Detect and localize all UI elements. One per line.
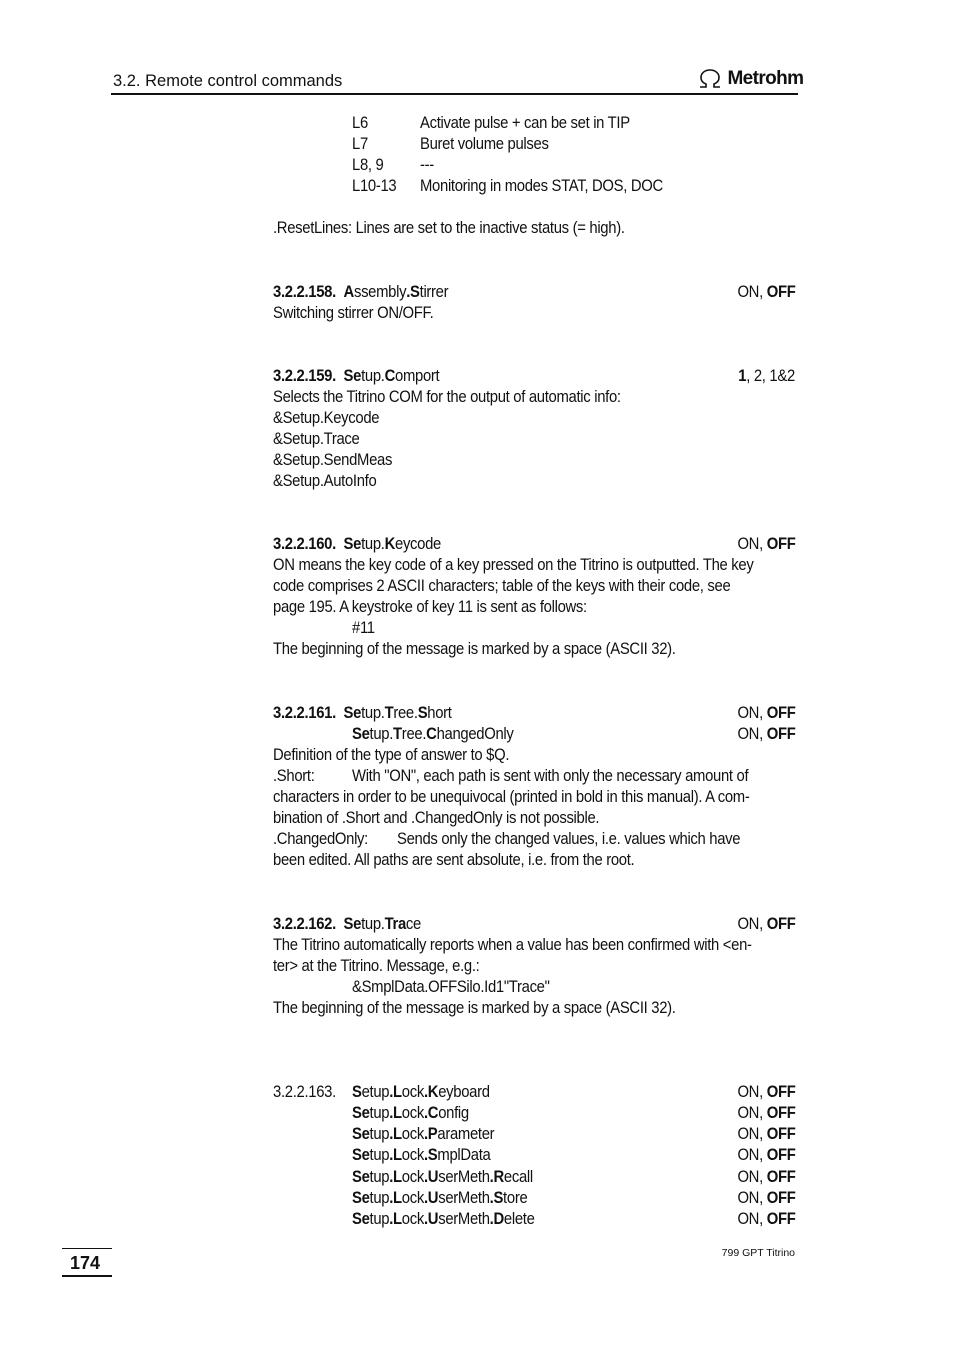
section-163-row: Setup.Lock.UserMeth.Delete bbox=[352, 1210, 535, 1228]
section-163-values: ON, OFF bbox=[736, 1104, 795, 1122]
section-158-body: Switching stirrer ON/OFF. bbox=[273, 304, 434, 322]
section-159-heading: 3.2.2.159. Setup.Comport bbox=[273, 367, 440, 385]
section-158-heading: 3.2.2.158. Assembly.Stirrer bbox=[273, 283, 449, 301]
section-163-row: Setup.Lock.Keyboard bbox=[352, 1083, 490, 1101]
section-160-line: page 195. A keystroke of key 11 is sent as follows: bbox=[273, 598, 587, 616]
section-161-values: ON, OFF bbox=[736, 704, 795, 722]
table-code: L10-13 bbox=[352, 177, 397, 195]
section-160-example: #11 bbox=[352, 619, 375, 637]
section-160-line: code comprises 2 ASCII characters; table of the keys with their code, see bbox=[273, 577, 731, 595]
section-159-line: &Setup.Keycode bbox=[273, 409, 380, 427]
table-code: L6 bbox=[352, 114, 368, 132]
table-desc: Activate pulse + can be set in TIP bbox=[420, 114, 630, 132]
section-163-row: Setup.Lock.SmplData bbox=[352, 1146, 491, 1164]
section-161-definition: Definition of the type of answer to $Q. bbox=[273, 746, 510, 764]
section-160-note: The beginning of the message is marked by a space (ASCII 32). bbox=[273, 640, 676, 658]
section-163-number: 3.2.2.163. bbox=[273, 1083, 336, 1101]
table-code: L7 bbox=[352, 135, 368, 153]
table-desc: --- bbox=[420, 156, 434, 174]
section-161-short-label: .Short: bbox=[273, 767, 315, 785]
section-163-row: Setup.Lock.Parameter bbox=[352, 1125, 495, 1143]
section-163-values: ON, OFF bbox=[736, 1210, 795, 1228]
table-code: L8, 9 bbox=[352, 156, 384, 174]
footer-rule-top bbox=[62, 1248, 112, 1249]
section-160-heading: 3.2.2.160. Setup.Keycode bbox=[273, 535, 442, 553]
section-163-values: ON, OFF bbox=[736, 1083, 795, 1101]
section-161-changed-text: Sends only the changed values, i.e. values which have bbox=[397, 830, 741, 848]
reset-lines-text: .ResetLines: Lines are set to the inactive status (= high). bbox=[273, 219, 625, 237]
section-161-line: been edited. All paths are sent absolute, i.e. from the root. bbox=[273, 851, 635, 869]
section-163-values: ON, OFF bbox=[736, 1168, 795, 1186]
section-159-line: &Setup.AutoInfo bbox=[273, 472, 377, 490]
footer-rule-bottom bbox=[62, 1275, 112, 1277]
header-rule bbox=[111, 93, 798, 95]
section-162-line: The Titrino automatically reports when a value has been confirmed with <en- bbox=[273, 936, 752, 954]
section-160-line: ON means the key code of a key pressed on the Titrino is outputted. The key bbox=[273, 556, 754, 574]
section-162-values: ON, OFF bbox=[736, 915, 795, 933]
section-163-row: Setup.Lock.UserMeth.Store bbox=[352, 1189, 528, 1207]
section-161-line: bination of .Short and .ChangedOnly is not possible. bbox=[273, 809, 600, 827]
section-163-row: Setup.Lock.Config bbox=[352, 1104, 469, 1122]
omega-icon bbox=[697, 68, 723, 90]
section-162-note: The beginning of the message is marked by a space (ASCII 32). bbox=[273, 999, 676, 1017]
page-number: 174 bbox=[70, 1253, 101, 1273]
brand-name: Metrohm bbox=[727, 68, 804, 89]
section-159-line: &Setup.Trace bbox=[273, 430, 360, 448]
section-159-line: Selects the Titrino COM for the output of automatic info: bbox=[273, 388, 621, 406]
section-163-row: Setup.Lock.UserMeth.Recall bbox=[352, 1168, 533, 1186]
section-163-values: ON, OFF bbox=[736, 1189, 795, 1207]
section-161-subheading: Setup.Tree.ChangedOnly bbox=[352, 725, 514, 743]
section-163-values: ON, OFF bbox=[736, 1125, 795, 1143]
section-160-values: ON, OFF bbox=[736, 535, 795, 553]
section-159-values: 1, 2, 1&2 bbox=[738, 367, 795, 385]
product-name: 799 GPT Titrino bbox=[721, 1247, 795, 1259]
section-163-values: ON, OFF bbox=[736, 1146, 795, 1164]
metrohm-logo bbox=[697, 68, 803, 90]
section-161-values: ON, OFF bbox=[736, 725, 795, 743]
section-162-heading: 3.2.2.162. Setup.Trace bbox=[273, 915, 421, 933]
section-158-values: ON, OFF bbox=[736, 283, 795, 301]
section-161-changed-label: .ChangedOnly: bbox=[273, 830, 368, 848]
section-162-line: ter> at the Titrino. Message, e.g.: bbox=[273, 957, 480, 975]
table-desc: Monitoring in modes STAT, DOS, DOC bbox=[420, 177, 663, 195]
section-161-short-text: With "ON", each path is sent with only the necessary amount of bbox=[352, 767, 749, 785]
section-159-line: &Setup.SendMeas bbox=[273, 451, 393, 469]
section-162-example: &SmplData.OFFSilo.Id1"Trace" bbox=[352, 978, 550, 996]
table-desc: Buret volume pulses bbox=[420, 135, 549, 153]
section-161-line: characters in order to be unequivocal (printed in bold in this manual). A com- bbox=[273, 788, 750, 806]
section-161-heading: 3.2.2.161. Setup.Tree.Short bbox=[273, 704, 452, 722]
running-header-section: 3.2. Remote control commands bbox=[113, 72, 343, 90]
